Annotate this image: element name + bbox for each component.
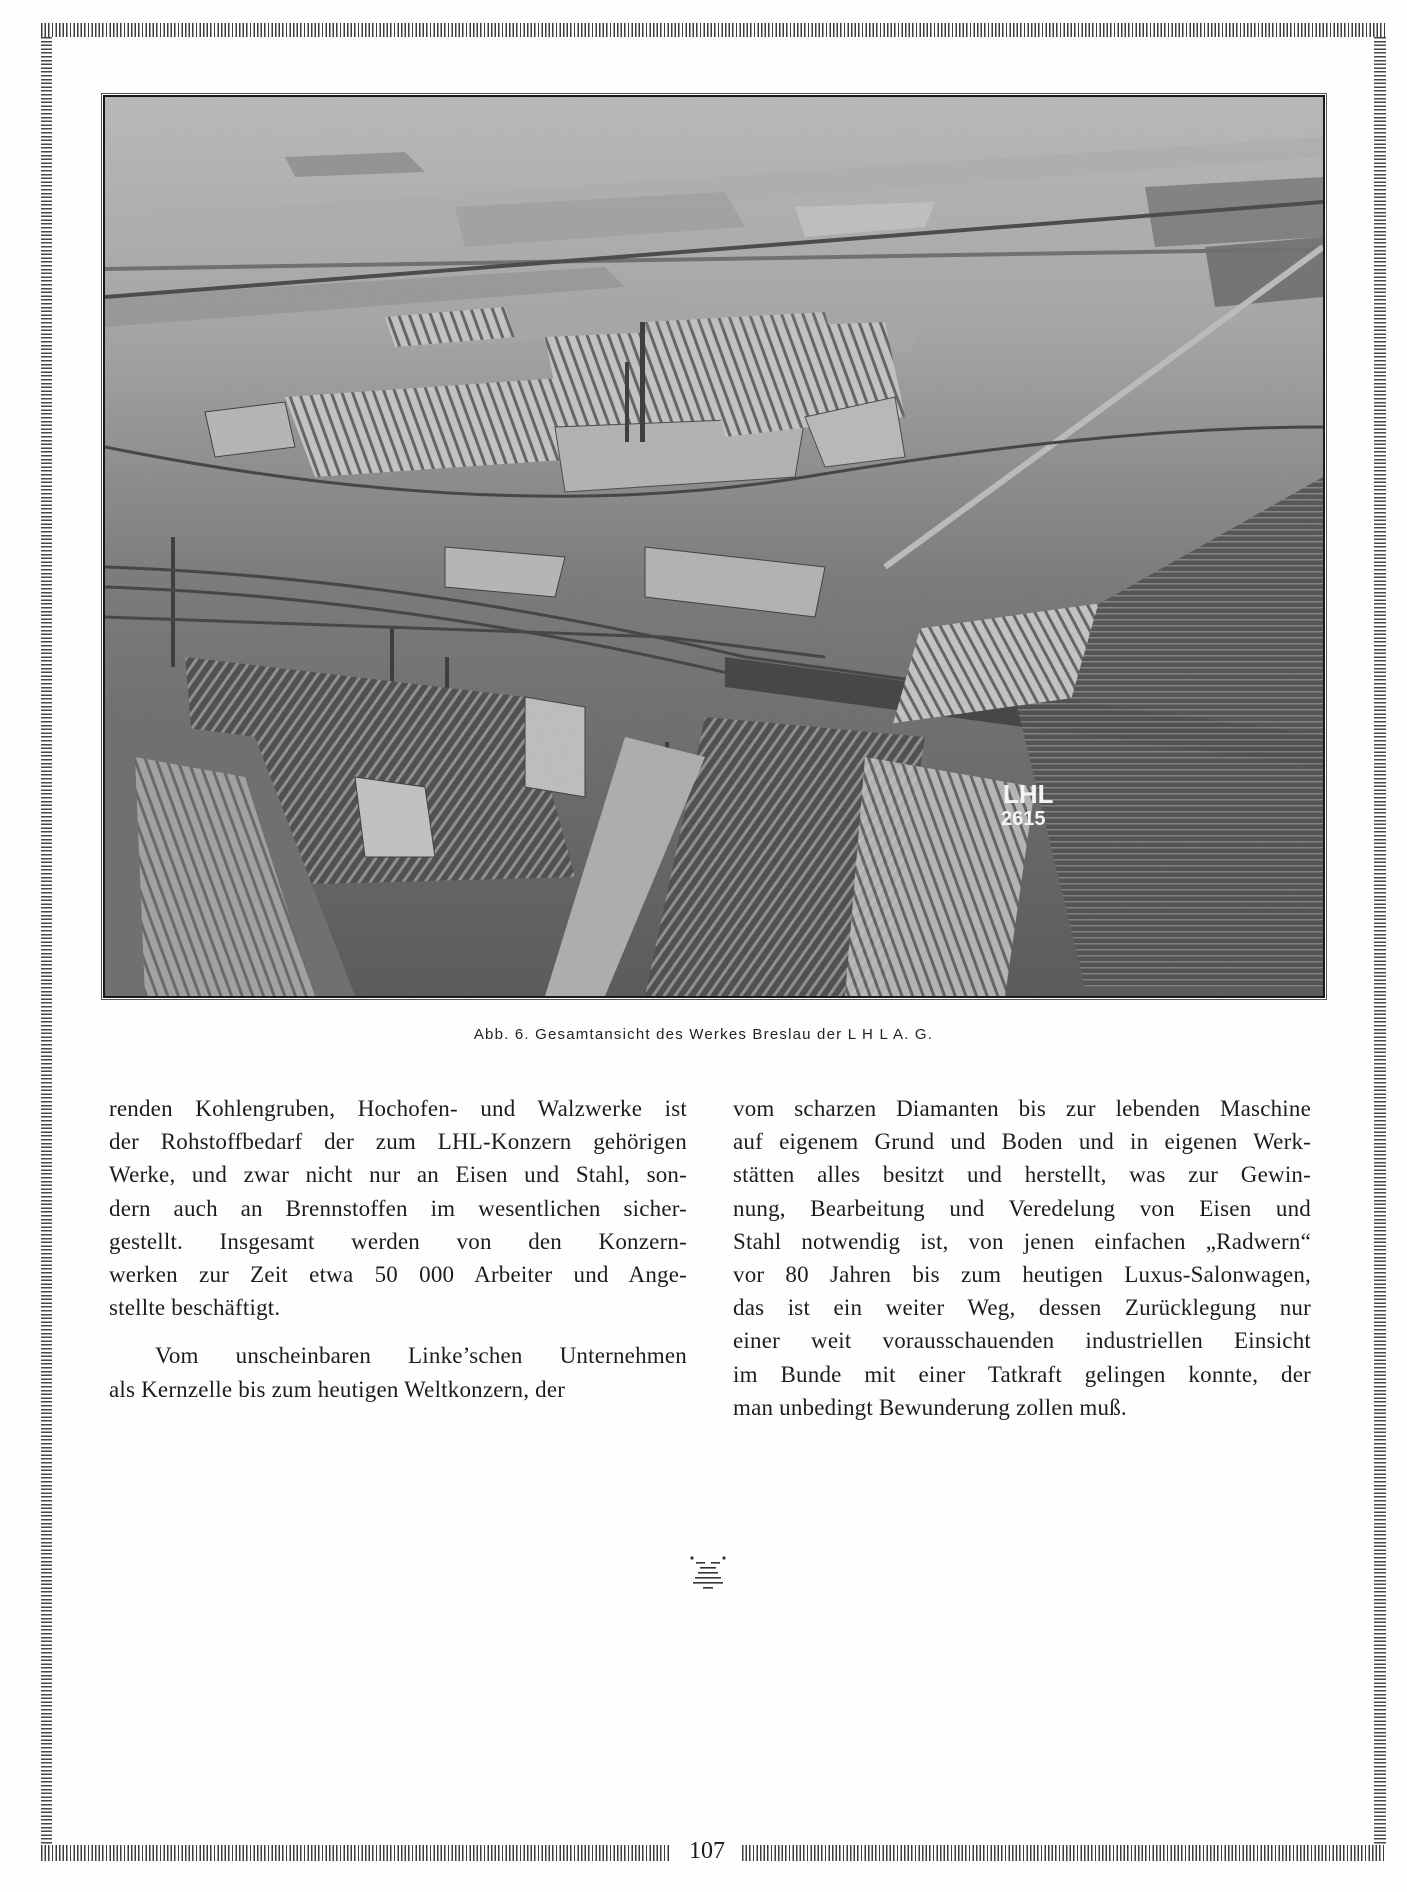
text-line: im Bunde mit einer Tatkraft gelingen konnte, der — [733, 1361, 1311, 1387]
text-line: der Rohstoffbedarf der zum LHL-Konzern gehörigen — [109, 1129, 687, 1155]
text-line: gestellt. Insgesamt werden von den Konzern- — [109, 1228, 687, 1254]
text-line: Werke, und zwar nicht nur an Eisen und Stahl, son- — [109, 1162, 687, 1188]
text-line: renden Kohlengruben, Hochofen- und Walzwerke ist — [109, 1096, 687, 1121]
watermark-number: 2615 — [1001, 808, 1046, 830]
text-line: Stahl notwendig ist, von jenen einfachen „Radwern“ — [733, 1228, 1311, 1254]
photo-grain — [105, 97, 1323, 996]
page-border-bottom-left — [41, 1845, 671, 1861]
text-line: Vom unscheinbaren Linke’schen Unternehmen — [155, 1343, 687, 1369]
paragraph — [109, 1339, 687, 1405]
watermark-text: LHL — [1003, 779, 1054, 809]
text-line: man unbedingt Bewunderung zollen muß. — [733, 1394, 1127, 1420]
paragraph — [733, 1092, 1311, 1424]
aerial-photo — [103, 95, 1325, 998]
text-line: auf eigenem Grund und Boden und in eigenen Werk- — [733, 1129, 1311, 1155]
text-line: einer weit vorausschauenden industriellen Einsicht — [733, 1328, 1311, 1354]
page-number: 107 — [689, 1838, 725, 1864]
text-line: werken zur Zeit etwa 50 000 Arbeiter und Ange- — [109, 1262, 687, 1288]
text-line: dern auch an Brennstoffen im wesentlichen sicher- — [109, 1195, 687, 1221]
page-border-bottom-right — [742, 1845, 1386, 1861]
text-line: als Kernzelle bis zum heutigen Weltkonzern, der — [109, 1376, 566, 1402]
text-line: vom scharzen Diamanten bis zur lebenden Maschine — [733, 1096, 1311, 1121]
text-line: stellte beschäftigt. — [109, 1295, 281, 1321]
paragraph — [109, 1092, 687, 1324]
text-column-right — [733, 1092, 1311, 1424]
figure-caption: Abb. 6. Gesamtansicht des Werkes Breslau der L H L A. G. — [473, 1026, 934, 1043]
text-line: stätten alles besitzt und herstellt, was zur Gewin- — [733, 1162, 1311, 1188]
text-column-left — [109, 1092, 687, 1406]
page-border-left — [41, 37, 52, 1849]
aerial-photo-illustration — [105, 97, 1323, 996]
ornament-icon — [688, 1555, 728, 1591]
page-border-right — [1374, 37, 1386, 1849]
page-border-top — [41, 23, 1386, 37]
text-line: nung, Bearbeitung und Veredelung von Eisen und — [733, 1195, 1311, 1221]
text-line: das ist ein weiter Weg, dessen Zurücklegung nur — [733, 1295, 1311, 1321]
text-line: vor 80 Jahren bis zum heutigen Luxus-Salonwagen, — [733, 1262, 1311, 1288]
